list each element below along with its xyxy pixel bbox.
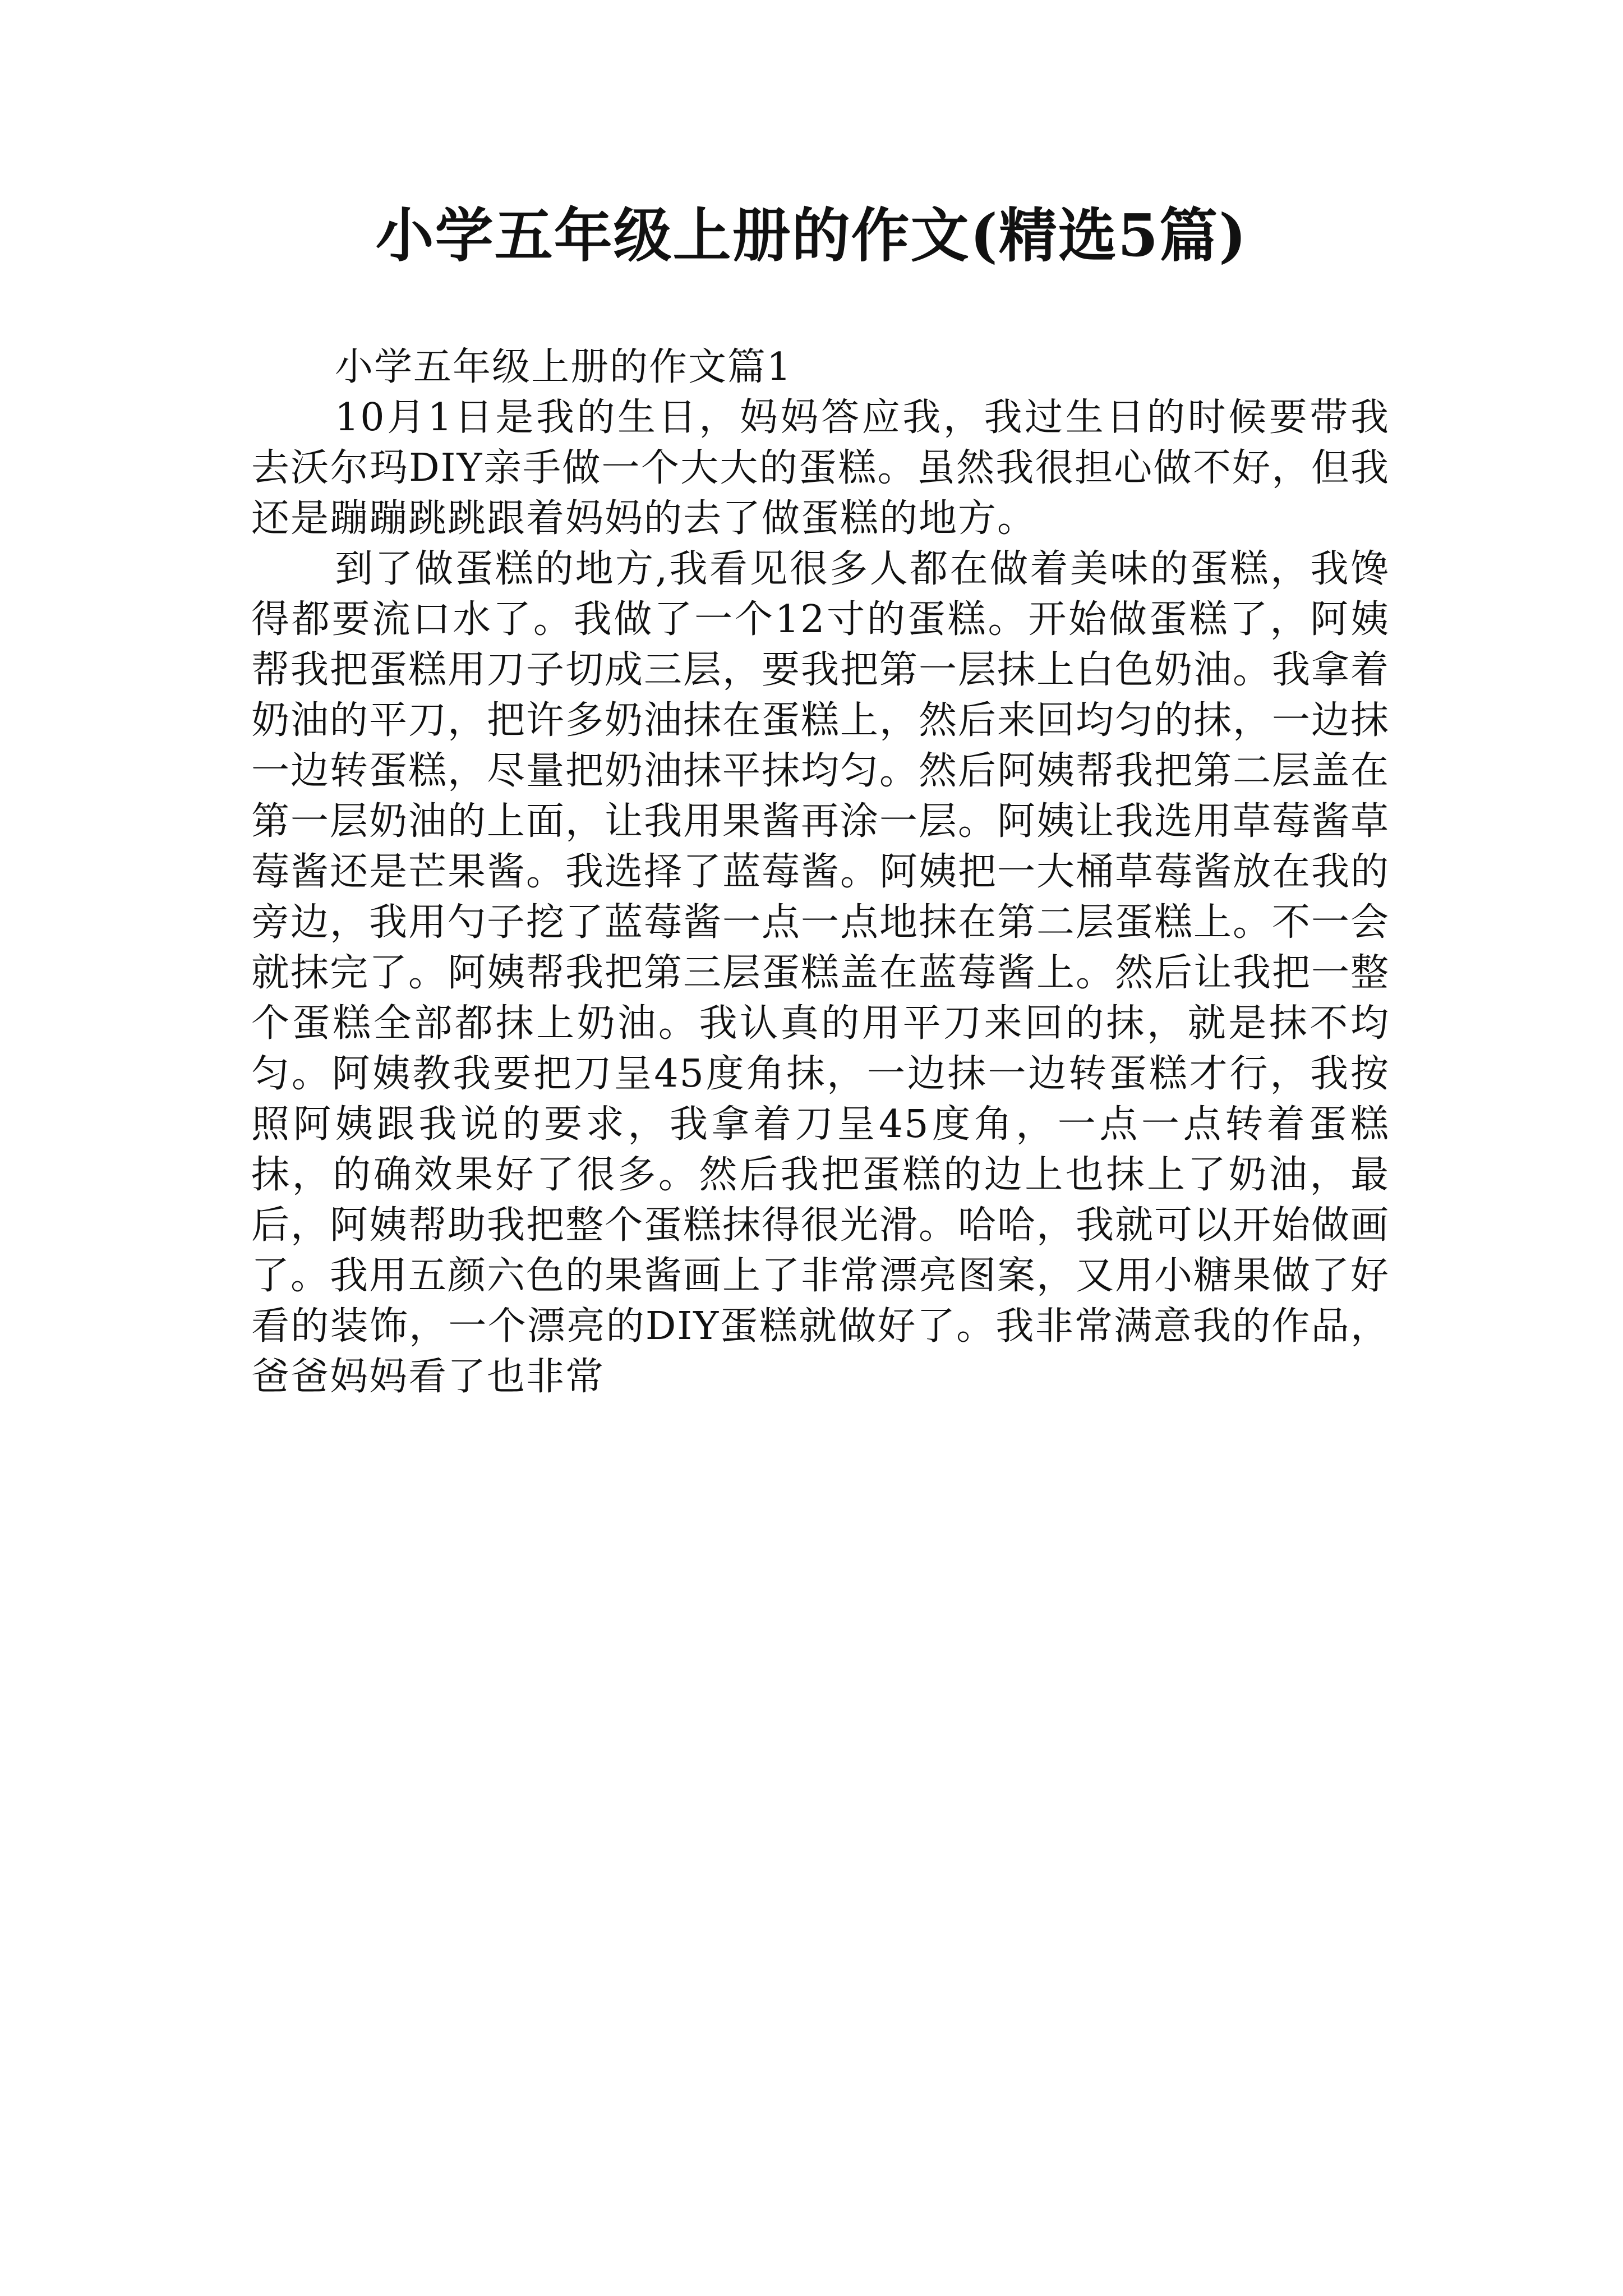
paragraph-2: 到了做蛋糕的地方,我看见很多人都在做着美味的蛋糕，我馋得都要流口水了。我做了一个12寸的蛋糕。开始做蛋糕了，阿姨帮我把蛋糕用刀子切成三层，要我把第一层抹上白色奶油。我拿着奶油的平刀，把许多奶油抹在蛋糕上，然后来回均匀的抹，一边抹一边转蛋糕，尽量把奶油抹平抹均匀。然后阿姨帮我把第二层盖在第一层奶油的上面，让我用果酱再涂一层。阿姨让我选用草莓酱草莓酱还是芒果酱。我选择了蓝莓酱。阿姨把一大桶草莓酱放在我的旁边，我用勺子挖了蓝莓酱一点一点地抹在第二层蛋糕上。不一会就抹完了。阿姨帮我把第三层蛋糕盖在蓝莓酱上。然后让我把一整个蛋糕全部都抹上奶油。我认真的用平刀来回的抹，就是抹不均匀。阿姨教我要把刀呈45度角抹，一边抹一边转蛋糕才行，我按照阿姨跟我说的要求，我拿着刀呈45度角，一点一点转着蛋糕抹，的确效果好了很多。然后我把蛋糕的边上也抹上了奶油，最后，阿姨帮助我把整个蛋糕抹得很光滑。哈哈，我就可以开始做画了。我用五颜六色的果酱画上了非常漂亮图案，又用小糖果做了好看的装饰，一个漂亮的DIY蛋糕就做好了。我非常满意我的作品，爸爸妈妈看了也非常	[251, 547, 1390, 1399]
document-title: 小学五年级上册的作文(精选5篇)	[375, 201, 1248, 270]
document-body	[251, 342, 1390, 1402]
section-heading: 小学五年级上册的作文篇1	[335, 345, 792, 389]
paragraph-1: 10月1日是我的生日，妈妈答应我，我过生日的时候要带我去沃尔玛DIY亲手做一个大大的蛋糕。虽然我很担心做不好，但我还是蹦蹦跳跳跟着妈妈的去了做蛋糕的地方。	[251, 395, 1390, 541]
